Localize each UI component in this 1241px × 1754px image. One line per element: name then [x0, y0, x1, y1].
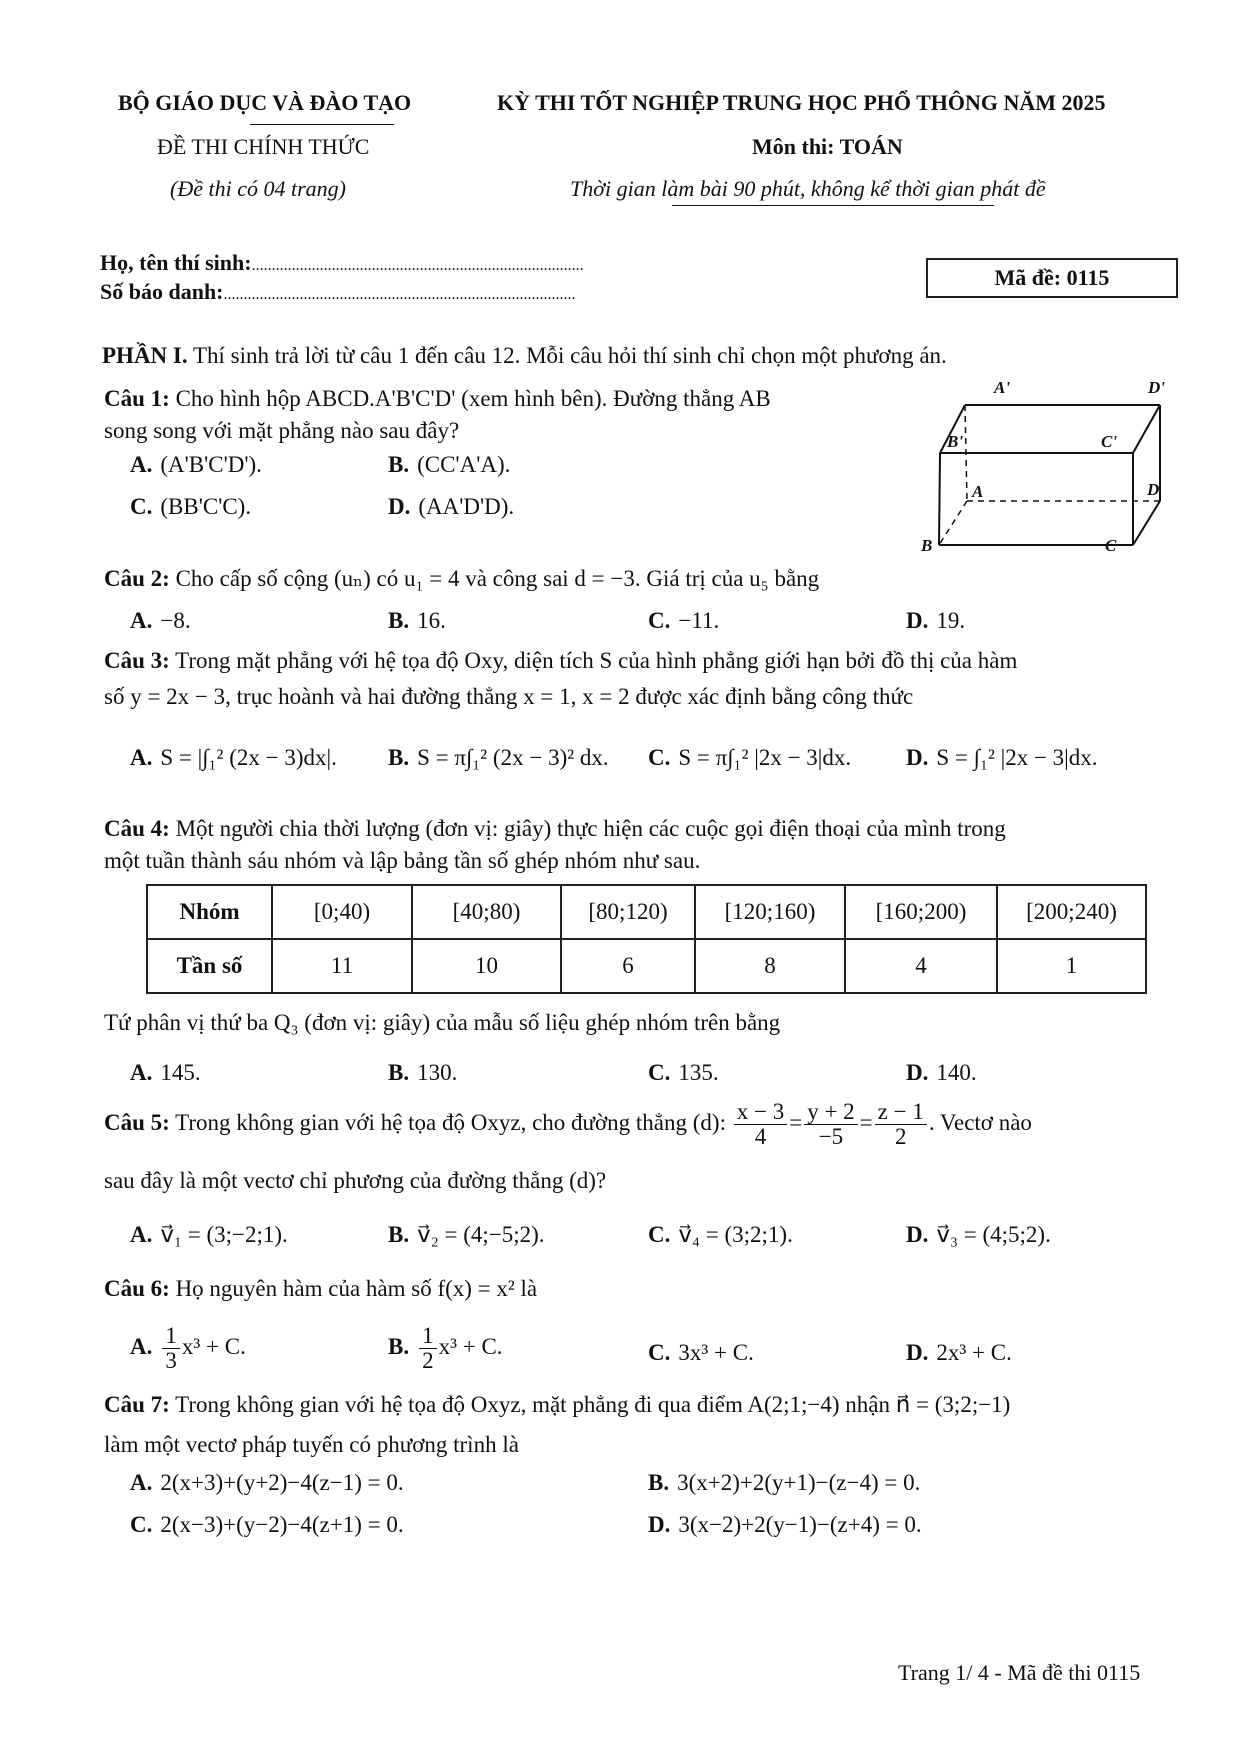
fig-label-a: A	[972, 482, 984, 501]
q1-option-d[interactable]: D. (AA'D'D).	[388, 494, 515, 519]
q3-line1: Câu 3: Trong mặt phẳng với hệ tọa độ Oxy, diện tích S của hình phẳng giới hạn bởi đồ thị của hàm	[104, 648, 1018, 673]
table-cell: 11	[272, 939, 412, 993]
table-cell: 1	[997, 939, 1146, 993]
q5-option-c[interactable]: C. v⃗₄ = (3;2;1).	[648, 1222, 793, 1247]
q3-option-c[interactable]: C. S = π∫₁² |2x − 3|dx.	[648, 745, 852, 770]
table-cell: [80;120)	[561, 885, 695, 939]
q2-option-d[interactable]: D. 19.	[906, 608, 966, 633]
q5-option-d[interactable]: D. v⃗₃ = (4;5;2).	[906, 1222, 1051, 1247]
table-cell: 10	[412, 939, 561, 993]
pages-note: (Đề thi có 04 trang)	[170, 176, 346, 201]
table-cell: [40;80)	[412, 885, 561, 939]
table-cell: 4	[845, 939, 997, 993]
q5-line1: Câu 5: Trong không gian với hệ tọa độ Oxyz, cho đường thẳng (d): $\frac{x - 3}{4}$ = $\frac{y + 2}{-5}$ = $\frac{z - 1}{2}$ . Vectơ nào	[104, 1099, 1032, 1149]
q7-option-d[interactable]: D. 3(x−2)+2(y−1)−(z+4) = 0.	[648, 1512, 922, 1537]
q5-line2: sau đây là một vectơ chỉ phương của đường thẳng (d)?	[104, 1168, 607, 1193]
frequency-table	[146, 884, 1147, 994]
q5-option-a[interactable]: A. v⃗₁ = (3;−2;1).	[130, 1222, 288, 1247]
q7-option-b[interactable]: B. 3(x+2)+2(y+1)−(z−4) = 0.	[648, 1470, 921, 1495]
table-cell: 8	[695, 939, 845, 993]
q3-line2: số y = 2x − 3, trục hoành và hai đường thẳng x = 1, x = 2 được xác định bằng công thức	[104, 684, 914, 709]
q2-option-a[interactable]: A. −8.	[130, 608, 191, 633]
table-cell: [160;200)	[845, 885, 997, 939]
exam-code-box: Mã đề: 0115	[926, 258, 1178, 298]
parallelepiped-figure	[905, 375, 1185, 565]
q2-option-c[interactable]: C. −11.	[648, 608, 720, 633]
header-underline-right	[672, 205, 994, 206]
q4-option-a[interactable]: A. 145.	[130, 1060, 201, 1085]
table-cell: Nhóm	[147, 885, 272, 939]
fig-label-d: D	[1147, 480, 1160, 499]
q1-option-a[interactable]: A. (A'B'C'D').	[130, 452, 262, 477]
q1-option-c[interactable]: C. (BB'C'C).	[130, 494, 252, 519]
q5-fraction-x: $\frac{x - 3}{4}$	[734, 1100, 787, 1149]
header-underline-left	[250, 124, 394, 125]
q6-option-a[interactable]: A. $\frac{1}{3}$ x³ + C.	[130, 1323, 246, 1373]
page-footer: Trang 1/ 4 - Mã đề thi 0115	[898, 1660, 1141, 1685]
candidate-name-label: Họ, tên thí sinh:...................................................................................	[100, 250, 584, 275]
time-note: Thời gian làm bài 90 phút, không kể thời gian phát đề	[570, 176, 1046, 201]
ministry-title: BỘ GIÁO DỤC VÀ ĐÀO TẠO	[118, 90, 412, 115]
q1-line2: song song với mặt phẳng nào sau đây?	[104, 418, 460, 443]
q4-line2: một tuần thành sáu nhóm và lập bảng tần số ghép nhóm như sau.	[104, 848, 701, 873]
q7-option-a[interactable]: A. 2(x+3)+(y+2)−4(z−1) = 0.	[130, 1470, 404, 1495]
q4-option-c[interactable]: C. 135.	[648, 1060, 719, 1085]
q5-fraction-z: $\frac{z - 1}{2}$	[875, 1100, 927, 1149]
table-cell: [200;240)	[997, 885, 1146, 939]
part1-heading: PHẦN I. Thí sinh trả lời từ câu 1 đến câu 12. Mỗi câu hỏi thí sinh chỉ chọn một phương án.	[102, 343, 947, 368]
q7-line2: làm một vectơ pháp tuyến có phương trình là	[104, 1432, 519, 1457]
q6-option-c[interactable]: C. 3x³ + C.	[648, 1340, 754, 1365]
subject-label: Môn thi: TOÁN	[752, 134, 903, 159]
q5-fraction-y: $\frac{y + 2}{-5}$	[804, 1100, 857, 1149]
table-row	[147, 885, 1146, 939]
q3-option-d[interactable]: D. S = ∫₁² |2x − 3|dx.	[906, 745, 1098, 770]
q3-option-a[interactable]: A. S = |∫₁² (2x − 3)dx|.	[130, 745, 337, 770]
fig-label-a1: A'	[994, 378, 1011, 397]
official-label: ĐỀ THI CHÍNH THỨC	[157, 134, 370, 159]
fig-label-c: C	[1105, 536, 1117, 555]
table-cell: [120;160)	[695, 885, 845, 939]
table-cell: 6	[561, 939, 695, 993]
table-cell: [0;40)	[272, 885, 412, 939]
exam-title: KỲ THI TỐT NGHIỆP TRUNG HỌC PHỔ THÔNG NĂM 2025	[497, 90, 1106, 115]
q4-option-d[interactable]: D. 140.	[906, 1060, 977, 1085]
q4-line1: Câu 4: Một người chia thời lượng (đơn vị: giây) thực hiện các cuộc gọi điện thoại của mình trong	[104, 816, 1006, 841]
q4-option-b[interactable]: B. 130.	[388, 1060, 458, 1085]
q4-question: Tứ phân vị thứ ba Q₃ (đơn vị: giây) của mẫu số liệu ghép nhóm trên bằng	[104, 1010, 781, 1035]
q2-option-b[interactable]: B. 16.	[388, 608, 446, 633]
q7-line1: Câu 7: Trong không gian với hệ tọa độ Oxyz, mặt phẳng đi qua điểm A(2;1;−4) nhận n⃗ = (3;2;−1)	[104, 1392, 1011, 1417]
candidate-id-label: Số báo danh:........................................................................................	[100, 279, 576, 304]
q5-option-b[interactable]: B. v⃗₂ = (4;−5;2).	[388, 1222, 545, 1247]
table-cell: Tần số	[147, 939, 272, 993]
q6-option-b[interactable]: B. $\frac{1}{2}$ x³ + C.	[388, 1323, 503, 1373]
q6-option-d[interactable]: D. 2x³ + C.	[906, 1340, 1012, 1365]
q7-option-c[interactable]: C. 2(x−3)+(y−2)−4(z+1) = 0.	[130, 1512, 404, 1537]
table-row	[147, 939, 1146, 993]
q1-option-b[interactable]: B. (CC'A'A).	[388, 452, 511, 477]
fig-label-d1: D'	[1148, 378, 1165, 397]
q3-option-b[interactable]: B. S = π∫₁² (2x − 3)² dx.	[388, 745, 609, 770]
q1-line1: Câu 1: Cho hình hộp ABCD.A'B'C'D' (xem hình bên). Đường thẳng AB	[104, 386, 771, 411]
q2-text: Câu 2: Cho cấp số cộng (uₙ) có u₁ = 4 và công sai d = −3. Giá trị của u₅ bằng	[104, 566, 820, 591]
q6-text: Câu 6: Họ nguyên hàm của hàm số f(x) = x² là	[104, 1276, 538, 1301]
fig-label-b: B	[921, 536, 933, 555]
fig-label-b1: B'	[947, 432, 964, 451]
fig-label-c1: C'	[1101, 432, 1118, 451]
